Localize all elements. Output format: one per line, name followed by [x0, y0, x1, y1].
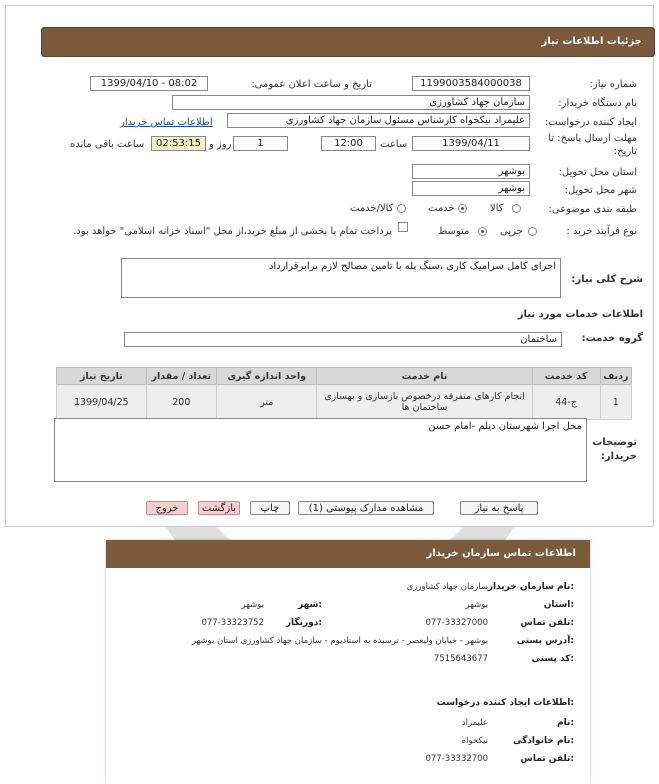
deadline-days-field: 1	[233, 136, 288, 151]
buyer-notes-label: توضیحات	[592, 437, 637, 448]
buyer-contact-card	[106, 540, 590, 784]
province-label: استان:	[543, 600, 574, 610]
back-button[interactable]: بازگشت	[198, 501, 240, 515]
requester-label: ایجاد کننده درخواست:	[544, 117, 637, 128]
delivery-city-field: بوشهر	[412, 181, 530, 196]
phone-label: تلفن تماس:	[520, 618, 574, 628]
deadline-date-field: 1399/04/11	[412, 136, 530, 151]
category-option-goods-service: کالا/خدمت	[350, 203, 394, 214]
fax-value: 077-33323752	[201, 618, 264, 628]
postal-code-value: 7515643677	[433, 654, 488, 664]
category-radio-service[interactable]	[458, 204, 467, 213]
col-qty: تعداد / مقدار	[146, 368, 216, 385]
summary-label: شرح کلی نیاز:	[571, 274, 643, 285]
deadline-time-label: ساعت	[380, 139, 408, 150]
page-title: جزئیات اطلاعات نیاز	[541, 36, 642, 47]
remaining-time-label: ساعت باقی مانده	[70, 139, 145, 150]
cell-service-code: ج-44	[532, 385, 600, 420]
service-group-label: گروه خدمت:	[581, 333, 643, 344]
remaining-time-field: 02:53:15	[151, 136, 206, 151]
deadline-date-label: تاریخ:	[613, 146, 637, 157]
cell-qty: 200	[146, 385, 216, 420]
services-table	[56, 367, 632, 420]
need-number-label: شماره نیاز:	[589, 79, 637, 90]
col-service-code: کد خدمت	[532, 368, 600, 385]
delivery-city-label: شهر محل تحویل:	[564, 185, 637, 196]
process-option-medium: متوسط	[438, 226, 470, 237]
creator-family-label: نام خانوادگی:	[512, 736, 574, 746]
cell-need-date: 1399/04/25	[57, 385, 147, 420]
col-need-date: تاریخ نیاز	[57, 368, 147, 385]
creator-section-title: اطلاعات ایجاد کننده درخواست:	[436, 698, 574, 708]
table-row	[57, 385, 632, 420]
province-value: بوشهر	[465, 600, 488, 610]
city-value: بوشهر	[241, 600, 264, 610]
summary-textarea: اجرای کامل سرامیک کاری ،سنگ پله با تامین مصالح لازم برابرقرارداد	[121, 258, 561, 298]
reply-button[interactable]: پاسخ به نیاز	[460, 501, 538, 515]
cell-row: 1	[600, 385, 631, 420]
category-option-service: خدمت	[428, 203, 455, 214]
process-radio-medium[interactable]	[478, 227, 487, 236]
deadline-time-field: 12:00	[321, 136, 376, 151]
buyer-notes-textarea: محل اجرا شهرستان دیلم -امام حسن	[54, 418, 587, 482]
buyer-contact-link[interactable]: اطلاعات تماس خریدار	[120, 117, 213, 128]
process-radio-minor[interactable]	[528, 227, 537, 236]
category-option-goods: کالا	[490, 203, 504, 214]
creator-name-label: نام:	[557, 718, 574, 728]
col-service-name: نام خدمت	[317, 368, 532, 385]
cell-unit: متر	[216, 385, 317, 420]
address-value: بوشهر - خیابان ولیعصر - نرسیده به استادیوم - سازمان جهاد کشاورزی استان بوشهر	[191, 636, 488, 646]
col-unit: واحد اندازه گیری	[216, 368, 317, 385]
process-option-minor: جزیی	[500, 226, 523, 237]
buyer-org-label: نام دستگاه خریدار:	[558, 98, 637, 109]
process-type-label: نوع فرآیند خرید :	[566, 226, 637, 237]
contact-card-header	[106, 540, 590, 568]
phone-value: 077-33327000	[425, 618, 488, 628]
services-section-title: اطلاعات خدمات مورد نیاز	[517, 309, 643, 320]
buyer-org-field: سازمان جهاد کشاورزی	[172, 95, 530, 110]
attachments-button[interactable]: مشاهده مدارک پیوستی (1)	[298, 501, 434, 515]
need-number-field: 1199003584000038	[412, 76, 530, 91]
org-name-label: نام سازمان خریدار:	[487, 582, 574, 592]
creator-family-value: نیکخواه	[461, 736, 488, 746]
treasury-payment-note: پرداخت تمام یا بخشی از مبلغ خرید،از محل "اسناد خزانه اسلامی" خواهد بود.	[73, 226, 392, 237]
page-header	[41, 27, 655, 57]
announce-datetime-label: تاریخ و ساعت اعلان عمومی:	[251, 79, 372, 90]
requester-field: علیمراد نیکخواه کارشناس مسئول سازمان جهاد کشاورزی	[227, 113, 530, 128]
postal-code-label: کد پستی:	[531, 654, 574, 664]
services-table-header	[57, 368, 632, 385]
cell-service-name: انجام کارهای متفرقه درخصوص بازسازی و بهسازی ساختمان ها	[317, 385, 532, 420]
city-label: شهر:	[298, 600, 322, 610]
creator-phone-label: تلفن تماس:	[520, 754, 574, 764]
creator-name-value: علیمراد	[461, 718, 488, 728]
delivery-province-label: استان محل تحویل:	[558, 167, 637, 178]
address-label: آدرس پستی:	[516, 636, 574, 646]
delivery-province-field: بوشهر	[412, 164, 530, 179]
print-button[interactable]: چاپ	[250, 501, 290, 515]
col-row: ردیف	[600, 368, 631, 385]
org-name-value: سازمان جهاد کشاورزی	[406, 582, 488, 592]
exit-button[interactable]: خروج	[146, 501, 188, 515]
treasury-payment-checkbox[interactable]	[398, 222, 408, 232]
deadline-label: مهلت ارسال پاسخ: تا	[548, 133, 637, 144]
buyer-notes-label-2: خریدار:	[600, 451, 637, 462]
announce-datetime-field: 1399/04/10 - 08:02	[90, 76, 208, 91]
deadline-days-label: روز و	[209, 139, 232, 150]
category-radio-goods[interactable]	[512, 204, 521, 213]
category-radio-goods-service[interactable]	[397, 204, 406, 213]
category-label: طبقه بندی موضوعی:	[548, 204, 637, 215]
service-group-field: ساختمان	[124, 332, 562, 347]
fax-label: دورنگار:	[285, 618, 322, 628]
contact-card-title: اطلاعات تماس سازمان خریدار	[426, 548, 576, 559]
creator-phone-value: 077-33332700	[425, 754, 488, 764]
